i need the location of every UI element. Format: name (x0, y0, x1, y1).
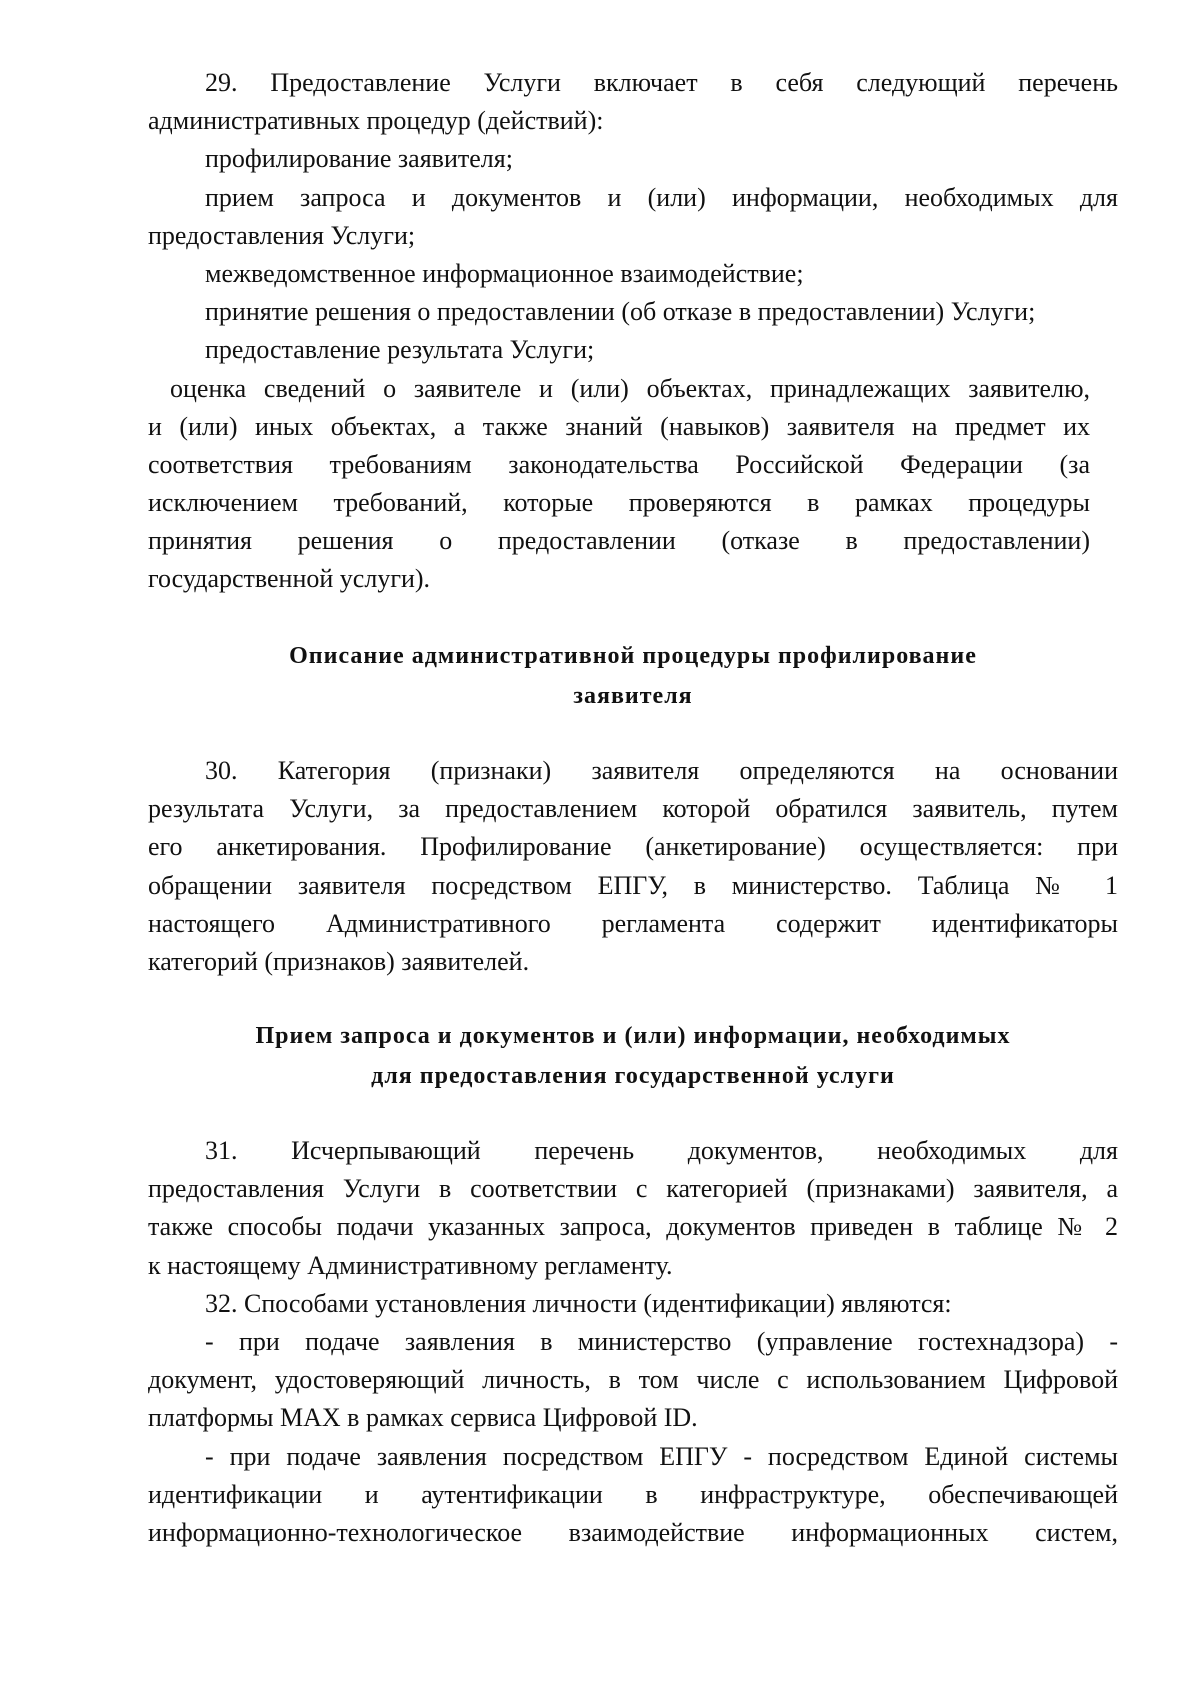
text-line: предоставления Услуги; (148, 220, 416, 250)
text-line: соответствия требованиям законодательства Российской Федерации (за (148, 449, 1090, 479)
text-line: документ, удостоверяющий личность, в том числе с использованием Цифровой (148, 1365, 1118, 1395)
heading-line: заявителя (573, 683, 693, 709)
text-line: предоставления Услуги в соответствии с категорией (признаками) заявителя, а (148, 1174, 1118, 1204)
text-line: результата Услуги, за предоставлением которой обратился заявитель, путем (148, 794, 1118, 824)
list-item: принятие решения о предоставлении (об отказе в предоставлении) Услуги; (205, 297, 1036, 327)
text-line: и (или) иных объектах, а также знаний (навыков) заявителя на предмет их (148, 411, 1090, 441)
paragraph-29 (148, 64, 1118, 599)
text-line: 29. Предоставление Услуги включает в себя следующий перечень (205, 68, 1118, 97)
list-item: предоставление результата Услуги; (205, 335, 595, 365)
text-line: платформы MAX в рамках сервиса Цифровой ID. (148, 1403, 698, 1433)
text-line: настоящего Административного регламента содержит идентификаторы (148, 908, 1118, 938)
paragraph-31-32 (148, 1132, 1118, 1552)
text-line: обращении заявителя посредством ЕПГУ, в министерство. Таблица № 1 (148, 870, 1118, 900)
text-line: 31. Исчерпывающий перечень документов, необходимых для (205, 1136, 1118, 1165)
list-item: прием запроса и документов и (или) информации, необходимых для (205, 182, 1118, 212)
text-line: к настоящему Административному регламенту. (148, 1250, 673, 1280)
text-line: 30. Категория (признаки) заявителя определяются на основании (205, 756, 1118, 785)
text-line: исключением требований, которые проверяются в рамках процедуры (148, 488, 1090, 518)
heading-line: для предоставления государственной услуги (371, 1063, 895, 1089)
heading-line: Прием запроса и документов и (или) информации, необходимых (255, 1023, 1011, 1049)
list-item: межведомственное информационное взаимодействие; (205, 258, 804, 288)
text-line: также способы подачи указанных запроса, документов приведен в таблице № 2 (148, 1212, 1118, 1242)
text-line: его анкетирования. Профилирование (анкетирование) осуществляется: при (148, 832, 1118, 862)
text-line: информационно-технологическое взаимодействие информационных систем, (148, 1517, 1118, 1547)
section-heading-request-intake (148, 1016, 1118, 1096)
list-item: - при подаче заявления посредством ЕПГУ - посредством Единой системы (205, 1441, 1118, 1471)
heading-line: Описание административной процедуры профилирование (289, 643, 977, 669)
text-line: административных процедур (действий): (148, 106, 604, 136)
text-line: идентификации и аутентификации в инфраструктуре, обеспечивающей (148, 1479, 1118, 1509)
list-item: оценка сведений о заявителе и (или) объектах, принадлежащих заявителю, (170, 373, 1090, 403)
text-line: категорий (признаков) заявителей. (148, 946, 530, 976)
text-line: 32. Способами установления личности (идентификации) являются: (205, 1288, 952, 1318)
list-item: профилирование заявителя; (205, 144, 513, 174)
text-line: принятия решения о предоставлении (отказе в предоставлении) (148, 526, 1090, 556)
text-line: государственной услуги). (148, 564, 431, 594)
paragraph-30 (148, 752, 1118, 981)
list-item: - при подаче заявления в министерство (управление гостехнадзора) - (205, 1326, 1118, 1356)
section-heading-profiling (148, 636, 1118, 716)
